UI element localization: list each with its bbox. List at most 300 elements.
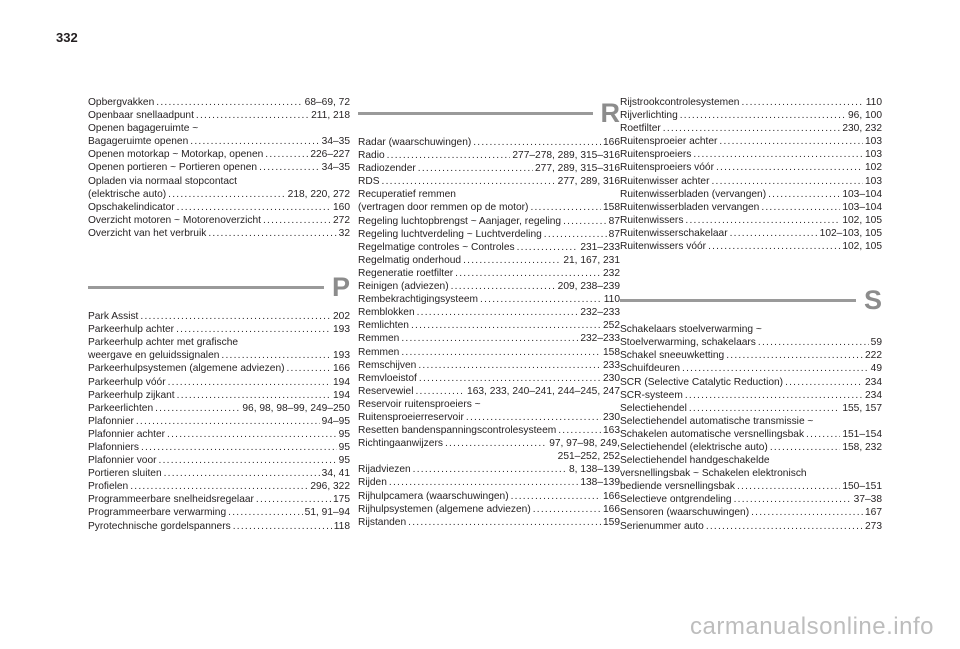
page-ref: 95 xyxy=(338,441,350,453)
entry-term: Remschijven xyxy=(358,359,417,371)
entry-term: Rijstrookcontrolesystemen xyxy=(620,97,740,108)
dot-leader xyxy=(711,175,863,188)
page-ref: 202 xyxy=(333,311,350,323)
index-entry xyxy=(88,428,350,441)
page-ref: 158 xyxy=(603,202,620,214)
page-ref: 163, 233, 240–241, 244–245, 247 xyxy=(467,385,620,397)
entry-term: Openen portieren ~ Portieren openen xyxy=(88,162,258,174)
page-ref: 158, 232 xyxy=(842,441,882,453)
page-ref: 273 xyxy=(865,520,882,532)
entry-term: Ruitenwissers xyxy=(620,214,684,226)
dot-leader xyxy=(168,188,286,201)
index-entry xyxy=(88,310,350,323)
entry-term: Schakel sneeuwketting xyxy=(620,350,725,362)
index-entry xyxy=(358,267,620,280)
dot-leader xyxy=(190,135,319,148)
dot-leader xyxy=(734,493,852,506)
index-entry xyxy=(620,362,882,375)
index-column-2 xyxy=(358,96,620,529)
dot-leader xyxy=(177,201,331,214)
entry-term: Ruitensproeier achter xyxy=(620,136,718,148)
index-entry xyxy=(620,135,882,148)
entry-term: Radio xyxy=(358,150,385,162)
entry-term: Rembekrachtigingsysteem xyxy=(358,294,479,306)
dot-leader xyxy=(455,267,601,280)
page-ref: 160 xyxy=(333,201,350,213)
entry-term: Ruitensproeiers xyxy=(620,149,692,161)
entry-term: Bagageruimte openen xyxy=(88,136,189,148)
spacer xyxy=(620,253,882,275)
section-letter: R xyxy=(600,97,620,128)
index-entry xyxy=(620,240,882,253)
page-ref: 103 xyxy=(865,136,882,148)
dot-leader xyxy=(751,506,863,519)
page-ref: 272 xyxy=(333,214,350,226)
page-ref: 252 xyxy=(603,320,620,332)
index-entry xyxy=(358,280,620,293)
dot-leader xyxy=(259,161,320,174)
page-ref: 87 xyxy=(608,215,620,227)
dot-leader xyxy=(287,362,332,375)
entry-term: Ruitenwissers vóór xyxy=(620,241,707,253)
page-ref: 51, 91–94 xyxy=(304,507,350,519)
index-entry xyxy=(88,441,350,454)
index-entry xyxy=(88,188,350,201)
entry-term: (vertragen door remmen op de motor) xyxy=(358,202,529,214)
entry-term: RDS xyxy=(358,176,380,188)
dot-leader xyxy=(517,241,579,254)
entry-term: Sensoren (waarschuwingen) xyxy=(620,507,750,519)
index-entry-line: Schakelaars stoelverwarming ~ xyxy=(620,324,762,336)
dot-leader xyxy=(136,415,320,428)
index-entry-line: Reservoir ruitensproeiers ~ xyxy=(358,398,481,410)
dot-leader xyxy=(558,424,601,437)
dot-leader xyxy=(737,480,840,493)
page-ref: 218, 220, 272 xyxy=(287,188,350,200)
index-entry xyxy=(358,424,620,437)
dot-leader xyxy=(758,336,869,349)
index-entry xyxy=(358,490,620,503)
index-entry xyxy=(358,476,620,489)
entry-term: Regeneratie roetfilter xyxy=(358,267,454,279)
page-ref: 34–35 xyxy=(321,162,350,174)
page-ref: 103 xyxy=(865,175,882,187)
index-entry xyxy=(88,480,350,493)
index-entry xyxy=(88,506,350,519)
index-entry-line: Openen bagageruimte ~ xyxy=(88,123,199,135)
dot-leader xyxy=(168,376,331,389)
page-ref: 222 xyxy=(865,350,882,362)
dot-leader xyxy=(785,376,863,389)
dot-leader xyxy=(719,135,863,148)
entry-term: Remmen xyxy=(358,333,400,345)
index-entry xyxy=(88,467,350,480)
entry-term: Overzicht van het verbruik xyxy=(88,227,207,239)
page-ref: 232 xyxy=(603,267,620,279)
index-entry xyxy=(358,228,620,241)
entry-term: Pyrotechnische gordelspanners xyxy=(88,520,231,532)
entry-term: Ruitenwisserbladen (vervangen) xyxy=(620,188,767,200)
index-column-3 xyxy=(620,96,882,533)
page-ref: 234 xyxy=(865,376,882,388)
dot-leader xyxy=(176,323,331,336)
index-entry xyxy=(88,96,350,109)
page-ref: 234 xyxy=(865,389,882,401)
entry-term: Programmeerbare verwarming xyxy=(88,507,227,519)
entry-term: Radar (waarschuwingen) xyxy=(358,137,472,148)
page-ref: 167 xyxy=(865,507,882,519)
entry-term: Selectiehendel (elektrische auto) xyxy=(620,441,768,453)
dot-leader xyxy=(156,96,302,109)
page-ref: 166 xyxy=(333,363,350,375)
dot-leader xyxy=(141,441,337,454)
index-entry xyxy=(88,214,350,227)
page-ref: 194 xyxy=(333,376,350,388)
index-column-1 xyxy=(88,96,350,533)
entry-term: Remlichten xyxy=(358,320,409,332)
page-ref: 193 xyxy=(333,324,350,336)
dot-leader xyxy=(233,520,332,533)
entry-term: Ruitensproeierreservoir xyxy=(358,411,464,423)
dot-leader xyxy=(256,493,331,506)
page-ref: 118 xyxy=(333,520,350,532)
entry-term: Regelmatige controles ~ Controles xyxy=(358,241,515,253)
index-entry-continuation xyxy=(358,450,620,463)
index-entry xyxy=(358,411,620,424)
dot-leader xyxy=(401,332,578,345)
index-entry xyxy=(620,520,882,533)
dot-leader xyxy=(164,467,320,480)
index-entry xyxy=(88,376,350,389)
page-ref: 159 xyxy=(603,516,620,528)
page-ref: 277–278, 289, 315–316 xyxy=(512,150,620,162)
section-rule xyxy=(620,299,856,302)
entry-term: Selectieve ontgrendeling xyxy=(620,494,732,506)
index-entry xyxy=(88,389,350,402)
dot-leader xyxy=(530,201,601,214)
section-header-s xyxy=(620,283,882,317)
dot-leader xyxy=(685,214,840,227)
index-entry xyxy=(88,109,350,122)
dot-leader xyxy=(159,454,337,467)
dot-leader xyxy=(418,162,533,175)
dot-leader xyxy=(685,389,863,402)
page-ref: 102 xyxy=(865,162,882,174)
entry-term: Richtingaanwijzers xyxy=(358,438,443,450)
entry-term: Ruitenwisserbladen vervangen xyxy=(620,201,760,213)
entry-term: Serienummer auto xyxy=(620,520,704,532)
index-entry xyxy=(620,506,882,519)
dot-leader xyxy=(693,148,863,161)
index-entry-line: Opladen via normaal stopcontact xyxy=(88,175,237,187)
page-ref: 194 xyxy=(333,389,350,401)
section-rule xyxy=(88,286,324,289)
page-ref: 103 xyxy=(865,149,882,161)
entry-term: Plafonnier voor xyxy=(88,455,157,467)
entry-term: Plafonnier achter xyxy=(88,428,166,440)
dot-leader xyxy=(228,506,303,519)
section-letter: P xyxy=(331,271,350,302)
page-ref: 102–103, 105 xyxy=(819,227,882,239)
page-ref: 251–252, 252 xyxy=(557,451,620,463)
entry-list xyxy=(620,323,882,533)
index-entry xyxy=(358,372,620,385)
dot-leader xyxy=(726,349,863,362)
index-entry xyxy=(358,437,620,450)
entry-term: Reinigen (adviezen) xyxy=(358,281,449,293)
entry-term: Regelmatig onderhoud xyxy=(358,254,462,266)
entry-term: Overzicht motoren ~ Motorenoverzicht xyxy=(88,214,261,226)
page-ref: 32 xyxy=(338,227,350,239)
page-number: 332 xyxy=(56,30,78,45)
entry-list xyxy=(620,96,882,253)
index-entry-line: versnellingsbak ~ Schakelen elektronisch xyxy=(620,468,807,480)
entry-term: Parkeerhulp vóór xyxy=(88,376,166,388)
page-ref: 232–233 xyxy=(580,333,620,345)
index-entry xyxy=(620,109,882,122)
page-ref: 230, 232 xyxy=(842,123,882,135)
dot-leader xyxy=(382,175,556,188)
page-ref: 233 xyxy=(603,359,620,371)
page-ref: 95 xyxy=(338,428,350,440)
page-ref: 68–69, 72 xyxy=(304,97,350,108)
page-ref: 138–139 xyxy=(580,477,620,489)
page-ref: 34–35 xyxy=(321,136,350,148)
page-ref: 166 xyxy=(603,137,620,148)
page-ref: 277, 289, 315–316 xyxy=(535,163,620,175)
dot-leader xyxy=(177,389,331,402)
index-entry xyxy=(620,441,882,454)
entry-term: Rijstanden xyxy=(358,516,407,528)
index-entry xyxy=(358,385,620,398)
page-ref: 232–233 xyxy=(580,307,620,319)
dot-leader xyxy=(806,428,840,441)
entry-term: Rijden xyxy=(358,477,387,489)
section-header-r xyxy=(358,96,620,130)
watermark: carmanualsonline.info xyxy=(690,613,934,640)
index-entry xyxy=(620,480,882,493)
entry-term: Parkeerlichten xyxy=(88,402,154,414)
page-ref: 59 xyxy=(870,337,882,349)
entry-term: Plafonnier xyxy=(88,415,134,427)
dot-leader xyxy=(419,372,601,385)
dot-leader xyxy=(413,463,567,476)
index-entry xyxy=(88,493,350,506)
dot-leader xyxy=(401,346,601,359)
dot-leader xyxy=(265,148,308,161)
index-entry xyxy=(620,148,882,161)
index-entry xyxy=(88,201,350,214)
page-ref: 110 xyxy=(865,97,882,108)
page-ref: 34, 41 xyxy=(321,468,350,480)
index-entry xyxy=(358,241,620,254)
index-entry xyxy=(620,175,882,188)
index-entry xyxy=(358,359,620,372)
dot-leader xyxy=(689,402,841,415)
entry-term: Profielen xyxy=(88,481,129,493)
page-ref: 96, 98, 98–99, 249–250 xyxy=(242,402,350,414)
index-entry xyxy=(620,161,882,174)
page-ref: 102, 105 xyxy=(842,214,882,226)
index-entry xyxy=(620,336,882,349)
page-ref: 226–227 xyxy=(310,149,350,161)
dot-leader xyxy=(741,96,863,109)
dot-leader xyxy=(415,385,465,398)
dot-leader xyxy=(511,490,601,503)
entry-term: Regeling luchtopbrengst ~ Aanjager, regeling xyxy=(358,215,562,227)
entry-term: Ruitensproeiers vóór xyxy=(620,162,714,174)
entry-term: Schuifdeuren xyxy=(620,363,681,375)
dot-leader xyxy=(473,136,601,149)
dot-leader xyxy=(451,280,556,293)
entry-term: Programmeerbare snelheidsregelaar xyxy=(88,494,254,506)
page-ref: 110 xyxy=(603,294,620,306)
index-entry xyxy=(358,319,620,332)
page-ref: 102, 105 xyxy=(842,241,882,253)
index-entry-line: Recuperatief remmen xyxy=(358,189,456,201)
index-entry xyxy=(358,332,620,345)
index-entry xyxy=(358,463,620,476)
page-ref: 87 xyxy=(608,228,620,240)
page-ref: 96, 100 xyxy=(848,110,882,122)
entry-term: Ruitenwisserschakelaar xyxy=(620,227,728,239)
dot-leader xyxy=(682,362,869,375)
dot-leader xyxy=(263,214,331,227)
entry-list xyxy=(88,310,350,533)
dot-leader xyxy=(544,228,607,241)
dot-leader xyxy=(563,215,607,228)
dot-leader xyxy=(706,520,863,533)
dot-leader xyxy=(417,306,579,319)
index-entry xyxy=(88,227,350,240)
section-letter: S xyxy=(863,284,882,315)
entry-term: Parkeerhulp zijkant xyxy=(88,389,175,401)
index-entry xyxy=(358,346,620,359)
index-entry xyxy=(358,215,620,228)
page-ref: 296, 322 xyxy=(310,481,350,493)
dot-leader xyxy=(140,310,331,323)
page-ref: 150–151 xyxy=(842,481,882,493)
entry-term: Radiozender xyxy=(358,163,416,175)
index-entry xyxy=(620,389,882,402)
page-ref: 103–104 xyxy=(842,188,882,200)
index-entry xyxy=(88,415,350,428)
entry-term: Portieren sluiten xyxy=(88,468,162,480)
index-entry xyxy=(358,149,620,162)
index-entry xyxy=(358,162,620,175)
page-ref: 155, 157 xyxy=(842,402,882,414)
index-entry xyxy=(88,148,350,161)
index-entry xyxy=(358,516,620,529)
dot-leader xyxy=(130,480,308,493)
page-ref: 151–154 xyxy=(842,428,882,440)
page-ref: 49 xyxy=(870,363,882,375)
index-entry xyxy=(88,402,350,415)
index-entry xyxy=(358,293,620,306)
entry-term: Openen motorkap ~ Motorkap, openen xyxy=(88,149,264,161)
dot-leader xyxy=(155,402,240,415)
entry-term: Opschakelindicator xyxy=(88,201,175,213)
dot-leader xyxy=(466,411,601,424)
index-entry xyxy=(620,122,882,135)
dot-leader xyxy=(408,516,601,529)
index-entry xyxy=(358,254,620,267)
index-entry xyxy=(620,214,882,227)
entry-term: SCR-systeem xyxy=(620,389,683,401)
page-ref: 95 xyxy=(338,455,350,467)
index-entry xyxy=(620,96,882,109)
page-ref: 211, 218 xyxy=(311,110,350,122)
page-ref: 21, 167, 231 xyxy=(563,254,620,266)
page-ref: 166 xyxy=(603,490,620,502)
page-ref: 158 xyxy=(603,346,620,358)
dot-leader xyxy=(389,476,578,489)
dot-leader xyxy=(533,503,601,516)
page-ref: 175 xyxy=(333,494,350,506)
dot-leader xyxy=(480,293,602,306)
dot-leader xyxy=(768,188,840,201)
entry-term: Resetten bandenspanningscontrolesysteem xyxy=(358,425,557,437)
dot-leader xyxy=(208,227,336,240)
dot-leader xyxy=(445,437,547,450)
entry-term: Plafonniers xyxy=(88,441,139,453)
index-entry xyxy=(88,135,350,148)
entry-term: Parkeerhulp achter xyxy=(88,324,175,336)
index-entry xyxy=(620,493,882,506)
entry-term: Ruitenwisser achter xyxy=(620,175,710,187)
entry-list xyxy=(88,96,350,240)
index-entry xyxy=(88,454,350,467)
entry-term: Parkeerhulpsystemen (algemene adviezen) xyxy=(88,363,285,375)
page-ref: 231–233 xyxy=(580,241,620,253)
page-ref: 209, 238–239 xyxy=(557,281,620,293)
section-header-p xyxy=(88,270,350,304)
dot-leader xyxy=(418,359,601,372)
entry-term: Rijverlichting xyxy=(620,110,678,122)
dot-leader xyxy=(196,109,309,122)
index-entry xyxy=(620,201,882,214)
page-ref: 277, 289, 316 xyxy=(557,176,620,188)
dot-leader xyxy=(730,227,818,240)
index-entry xyxy=(620,188,882,201)
entry-term: Remmen xyxy=(358,346,400,358)
dot-leader xyxy=(221,349,331,362)
spacer xyxy=(88,240,350,262)
index-entry xyxy=(620,428,882,441)
dot-leader xyxy=(387,149,511,162)
dot-leader xyxy=(463,254,561,267)
entry-term: Remvloeistof xyxy=(358,372,417,384)
entry-term: Roetfilter xyxy=(620,123,661,135)
index-entry-line: Selectiehendel automatische transmissie ~ xyxy=(620,415,814,427)
index-entry xyxy=(88,323,350,336)
page-ref: 103–104 xyxy=(842,201,882,213)
entry-term: Stoelverwarming, schakelaars xyxy=(620,337,756,349)
entry-term: Regeling luchtverdeling ~ Luchtverdeling xyxy=(358,228,542,240)
entry-term: Reservewiel xyxy=(358,385,414,397)
entry-term: Rijadviezen xyxy=(358,464,411,476)
index-entry xyxy=(358,136,620,149)
entry-term: Schakelen automatische versnellingsbak xyxy=(620,428,805,440)
entry-term: Openbaar snellaadpunt xyxy=(88,110,194,122)
dot-leader xyxy=(680,109,846,122)
index-entry xyxy=(620,402,882,415)
dot-leader xyxy=(708,240,840,253)
entry-term: Remblokken xyxy=(358,307,415,319)
page-ref: 163 xyxy=(603,425,620,437)
index-entry xyxy=(358,201,620,214)
index-entry-line: Selectiehendel handgeschakelde xyxy=(620,455,770,467)
